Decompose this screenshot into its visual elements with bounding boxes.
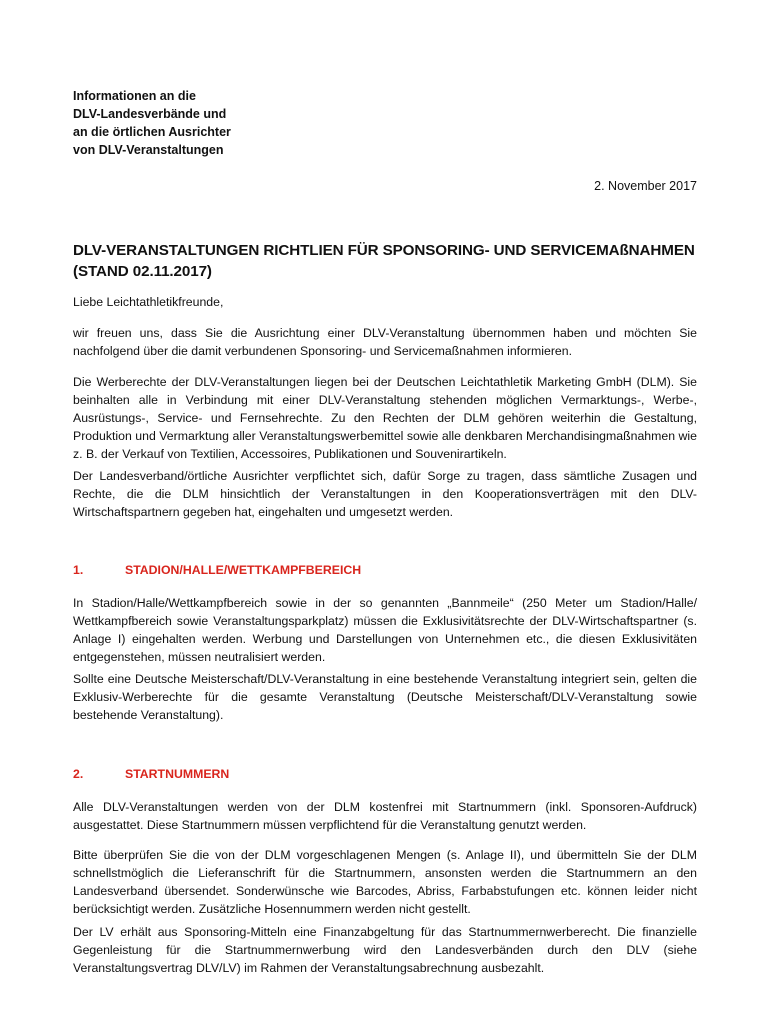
section-paragraph: In Stadion/Halle/Wettkampfbereich sowie in der so genannten „Bannmeile“ (250 Meter um Stadion/Halle/ Wettkampfbereich sowie Veranstaltungsparkplatz) müssen die Exklusivitätsrechte der DLV-Wirtschaftspartner (s. Anlage I) eingehalten werden. Werbung und Darstellungen von Unternehmen etc., die diesen Exklusivitäten entgegenstehen, müssen neutralisiert werden. [73,596,697,664]
recipient-line: DLV-Landesverbände und [73,107,227,121]
section-title: STARTNUMMERN [125,767,230,781]
section-paragraph: Alle DLV-Veranstaltungen werden von der DLM kostenfrei mit Startnummern (inkl. Sponsoren-Aufdruck) ausgestattet. Diese Startnummern müssen verpflichtend für die Veranstaltung genutzt werden. [73,800,697,832]
section-number: 1. [73,563,84,577]
section-paragraph: Bitte überprüfen Sie die von der DLM vorgeschlagenen Mengen (s. Anlage II), und übermitteln Sie der DLM schnellstmöglich die Lieferanschrift für die Startnummern, ansonsten werden die Startnummern an den Landesverband übersendet. Sonderwünsche wie Barcodes, Abriss, Farbabstufungen etc. können leider nicht berücksichtigt werden. Zusätzliche Hosennummern werden nicht gestellt. [73,848,697,916]
title-line: DLV-VERANSTALTUNGEN RICHTLIEN FÜR SPONSORING- UND SERVICEMAßNAHMEN [73,242,695,259]
section-number: 2. [73,767,84,781]
recipient-line: an die örtlichen Ausrichter [73,125,231,139]
section-heading [73,767,229,781]
greeting: Liebe Leichtathletikfreunde, [73,295,224,309]
section-heading [73,563,361,577]
section-paragraph: Der LV erhält aus Sponsoring-Mitteln eine Finanzabgeltung für das Startnummernwerberecht. Die finanzielle Gegenleistung für die Startnummernwerbung wird den Landesverbänden durch den DLV (siehe Veranstaltungsvertrag DLV/LV) im Rahmen der Veranstaltungsabrechnung ausbezahlt. [73,925,697,975]
intro-paragraph: wir freuen uns, dass Sie die Ausrichtung einer DLV-Veranstaltung übernommen haben und möchten Sie nachfolgend über die damit verbundenen Sponsoring- und Servicemaßnahmen informieren. [73,326,697,358]
recipient-line: Informationen an die [73,89,196,103]
section-title: STADION/HALLE/WETTKAMPFBEREICH [125,563,362,577]
document-title [73,240,697,282]
recipient-block [73,87,231,159]
intro-paragraph: Die Werberechte der DLV-Veranstaltungen liegen bei der Deutschen Leichtathletik Marketing GmbH (DLM). Sie beinhalten alle in Verbindung mit einer DLV-Veranstaltung stehenden möglichen Vermarktungs-, Werbe-, Ausrüstungs-, Service- und Fernsehrechte. Zu den Rechten der DLM gehören weiterhin die Gestaltung, Produktion und Vermarktung aller Veranstaltungswerbemittel sowie alle denkbaren Merchandisingmaßnahmen wie z. B. der Verkauf von Textilien, Accessoires, Publikationen und Souvenirartikeln. [73,375,697,461]
recipient-line: von DLV-Veranstaltungen [73,143,224,157]
title-line: (STAND 02.11.2017) [73,263,212,280]
section-paragraph: Sollte eine Deutsche Meisterschaft/DLV-Veranstaltung in eine bestehende Veranstaltung integriert sein, gelten die Exklusiv-Werberechte für die gesamte Veranstaltung (Deutsche Meisterschaft/DLV-Veranstaltung sowie bestehende Veranstaltung). [73,672,697,722]
document-date: 2. November 2017 [594,179,697,193]
intro-paragraph: Der Landesverband/örtliche Ausrichter verpflichtet sich, dafür Sorge zu tragen, dass sämtliche Zusagen und Rechte, die die DLM hinsichtlich der Veranstaltungen in den Kooperationsverträgen mit den DLV-Wirtschaftspartnern gegeben hat, eingehalten und umgesetzt werden. [73,469,697,519]
